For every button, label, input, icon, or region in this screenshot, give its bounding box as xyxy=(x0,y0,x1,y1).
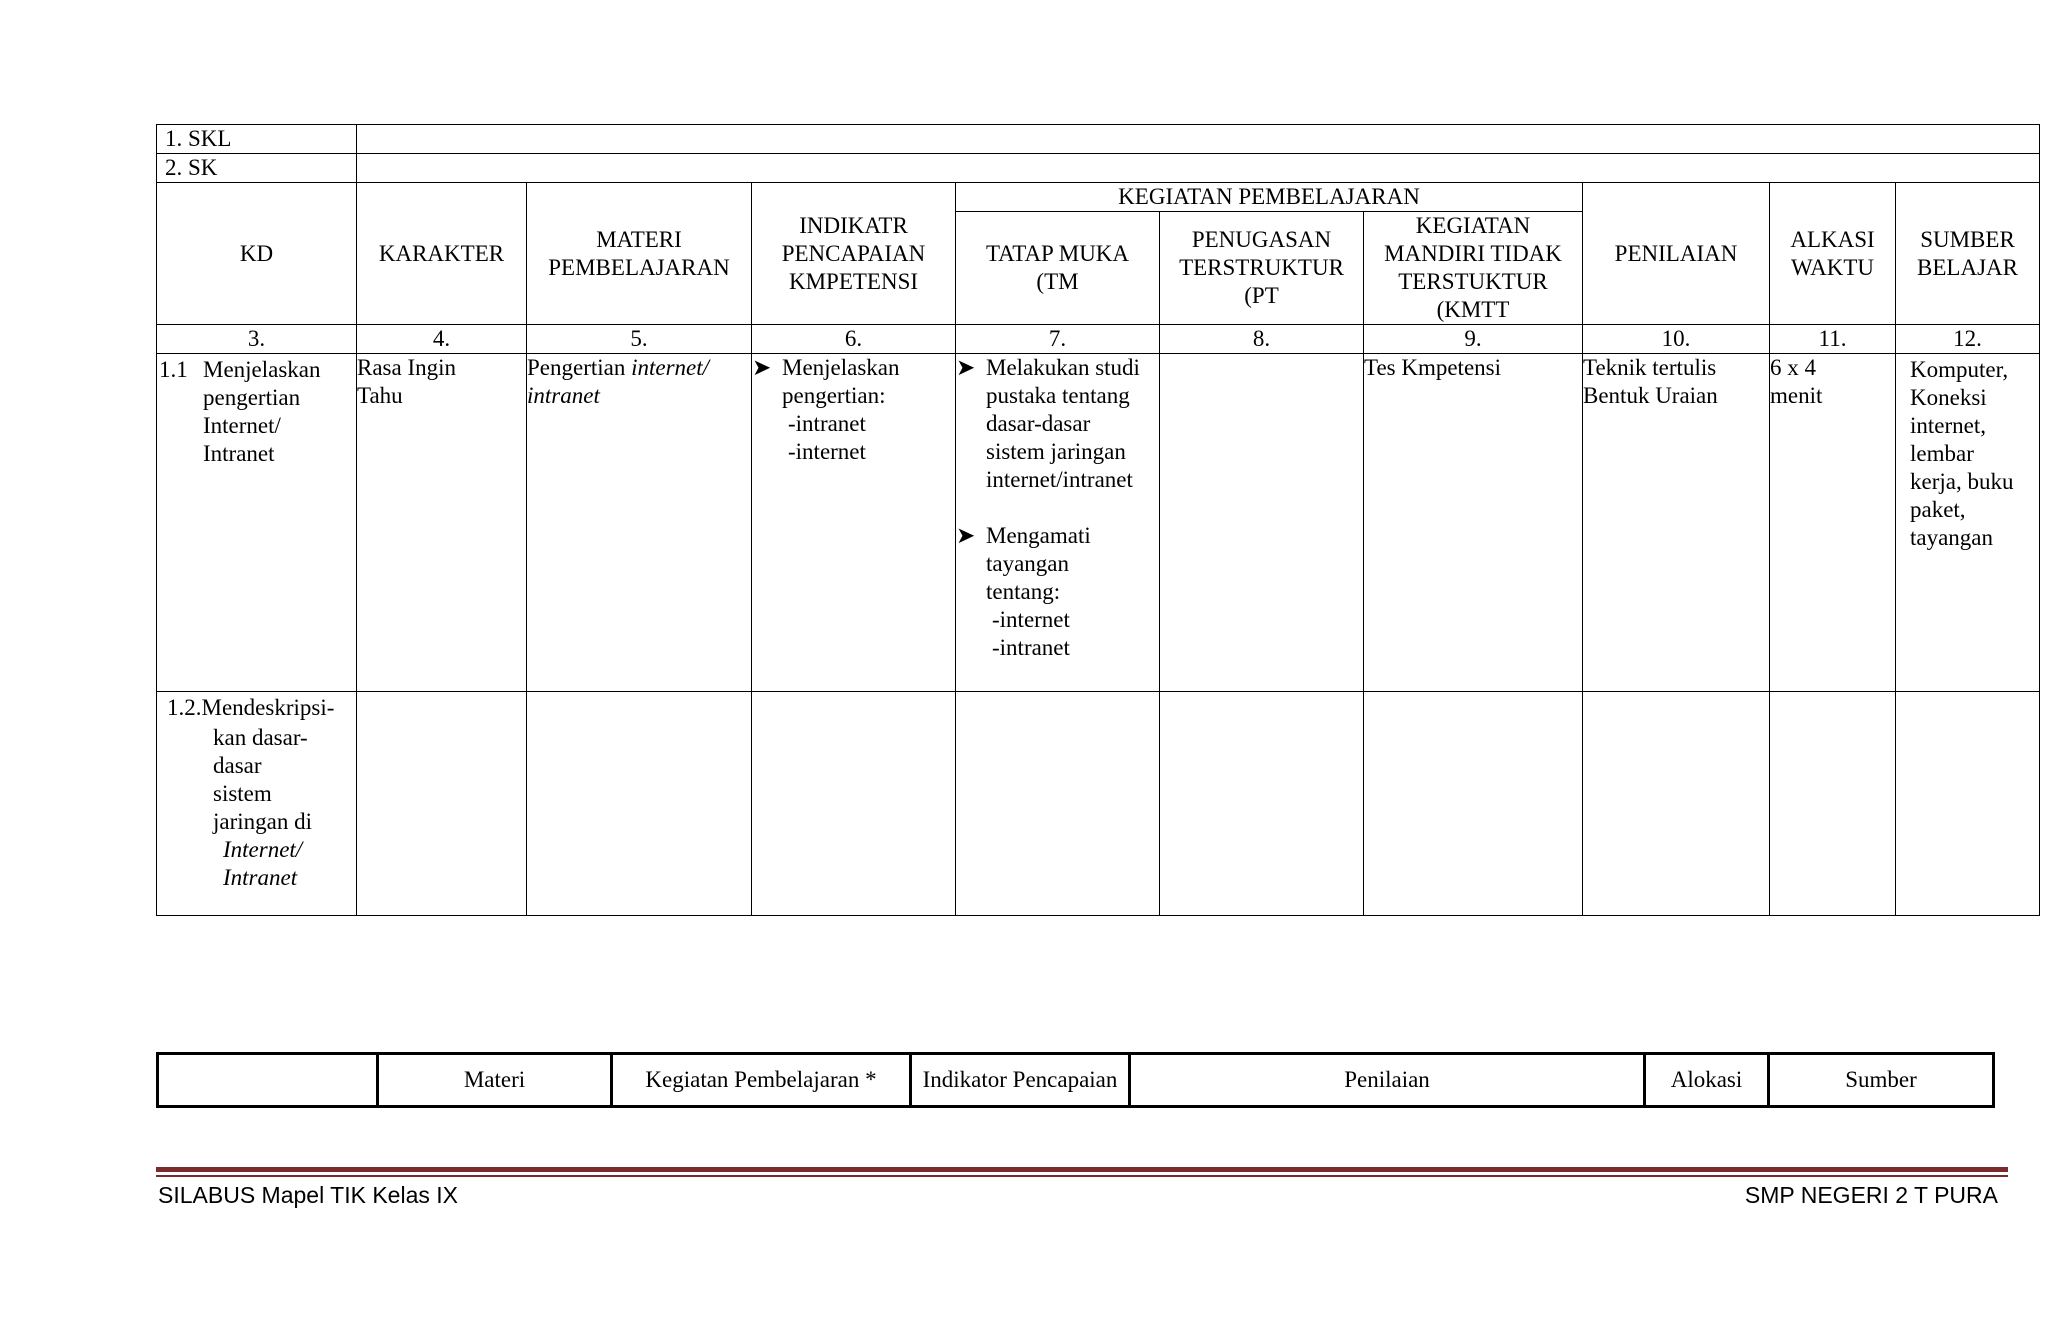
column-number: 5. xyxy=(527,325,752,354)
materi-italic: internet/ intranet xyxy=(527,355,710,408)
indikator-cell xyxy=(752,354,956,692)
kd-text: kan dasar-dasar sistem jaringan di xyxy=(213,725,312,834)
tm-activity-1: Melakukan studi pustaka tentang dasar-dasar sistem jaringan internet/intranet xyxy=(986,355,1140,492)
mandiri-cell: Tes Kmpetensi xyxy=(1364,354,1583,692)
skl-label: 1. SKL xyxy=(157,125,357,154)
empty-cell xyxy=(1770,692,1896,916)
footer-rule xyxy=(156,1167,2008,1172)
column-number: 9. xyxy=(1364,325,1583,354)
kd-heading: 1.2.Mendeskripsi- xyxy=(167,695,335,720)
kd-italic: Internet/ Intranet xyxy=(223,837,303,890)
kd-text: Menjelaskan pengertian Internet/ Intranet xyxy=(203,357,321,466)
header-kd: KD xyxy=(157,183,357,325)
summary-table xyxy=(156,1052,1995,1108)
footer-right: SMP NEGERI 2 T PURA xyxy=(1744,1182,1998,1208)
summary-kegiatan: Kegiatan Pembelajaran * xyxy=(612,1054,911,1107)
column-number: 4. xyxy=(357,325,527,354)
header-karakter: KARAKTER xyxy=(357,183,527,325)
column-number: 10. xyxy=(1583,325,1770,354)
empty-cell xyxy=(1160,692,1364,916)
header-sumber: SUMBER BELAJAR xyxy=(1896,183,2040,325)
empty-cell xyxy=(527,692,752,916)
penugasan-cell xyxy=(1160,354,1364,692)
table-row xyxy=(157,692,2040,916)
column-number: 12. xyxy=(1896,325,2040,354)
arrow-bullet-icon: ➤ xyxy=(956,355,976,380)
materi-text: Pengertian xyxy=(527,355,632,380)
table-row xyxy=(157,354,2040,692)
column-number: 6. xyxy=(752,325,956,354)
sumber-cell: Komputer, Koneksi internet, lembar kerja, buku paket, tayangan xyxy=(1896,354,2040,692)
sk-label: 2. SK xyxy=(157,154,357,183)
skl-value xyxy=(357,125,2040,154)
column-number: 3. xyxy=(157,325,357,354)
header-alokasi: ALKASI WAKTU xyxy=(1770,183,1896,325)
header-penugasan: PENUGASAN TERSTRUKTUR (PT xyxy=(1160,212,1364,325)
penilaian-cell: Teknik tertulis Bentuk Uraian xyxy=(1583,354,1770,692)
empty-cell xyxy=(1583,692,1770,916)
column-number: 8. xyxy=(1160,325,1364,354)
list-item: -intranet xyxy=(992,635,1070,660)
summary-materi: Materi xyxy=(378,1054,612,1107)
karakter-cell: Rasa Ingin Tahu xyxy=(357,354,527,692)
column-number: 11. xyxy=(1770,325,1896,354)
indikator-text: Menjelaskan pengertian: xyxy=(782,355,900,408)
summary-sumber: Sumber xyxy=(1769,1054,1994,1107)
summary-empty-cell xyxy=(158,1054,378,1107)
footer-left: SILABUS Mapel TIK Kelas IX xyxy=(158,1182,458,1208)
empty-cell xyxy=(752,692,956,916)
kd-cell xyxy=(157,354,357,692)
empty-cell xyxy=(1364,692,1583,916)
arrow-bullet-icon: ➤ xyxy=(752,355,772,380)
tatap-muka-cell xyxy=(956,354,1160,692)
header-kegiatan-pembelajaran: KEGIATAN PEMBELAJARAN xyxy=(956,183,1583,212)
summary-indikator: Indikator Pencapaian xyxy=(911,1054,1130,1107)
header-tatap-muka: TATAP MUKA (TM xyxy=(956,212,1160,325)
list-item: -intranet xyxy=(788,411,866,436)
column-number: 7. xyxy=(956,325,1160,354)
kd-cell xyxy=(157,692,357,916)
summary-penilaian: Penilaian xyxy=(1130,1054,1645,1107)
kd-number: 1.1 xyxy=(159,357,188,382)
list-item: -internet xyxy=(992,607,1070,632)
arrow-bullet-icon: ➤ xyxy=(956,523,976,548)
summary-alokasi: Alokasi xyxy=(1645,1054,1769,1107)
footer-rule-thin xyxy=(156,1175,2008,1177)
list-item: -internet xyxy=(788,439,866,464)
materi-cell xyxy=(527,354,752,692)
tm-activity-2: Mengamati tayangan tentang: xyxy=(986,523,1091,604)
sk-value xyxy=(357,154,2040,183)
empty-cell xyxy=(357,692,527,916)
empty-cell xyxy=(956,692,1160,916)
header-penilaian: PENILAIAN xyxy=(1583,183,1770,325)
header-mandiri: KEGIATAN MANDIRI TIDAK TERSTUKTUR (KMTT xyxy=(1364,212,1583,325)
empty-cell xyxy=(1896,692,2040,916)
header-materi: MATERI PEMBELAJARAN xyxy=(527,183,752,325)
syllabus-table xyxy=(156,124,2040,916)
alokasi-cell: 6 x 4 menit xyxy=(1770,354,1896,692)
header-indikator: INDIKATR PENCAPAIAN KMPETENSI xyxy=(752,183,956,325)
